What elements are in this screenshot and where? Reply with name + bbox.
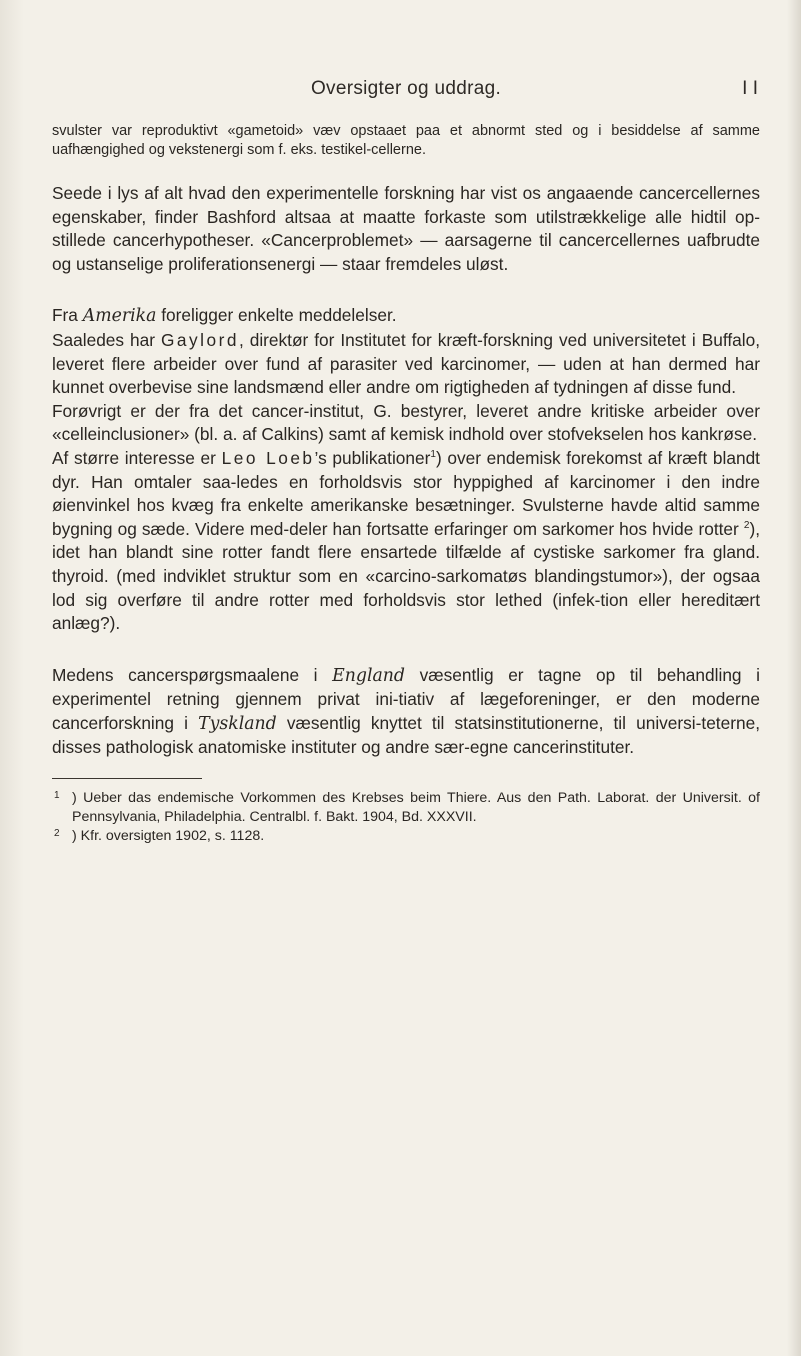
body-text — [52, 122, 760, 846]
running-header — [52, 78, 760, 108]
text-segment: Medens cancerspørgsmaalene i — [52, 664, 333, 685]
paragraph-loeb — [52, 447, 760, 636]
footnote-divider — [52, 778, 202, 779]
footnote-text: ) Kfr. oversigten 1902, s. 1128. — [72, 828, 265, 845]
running-title: Oversigter og uddrag. — [310, 78, 502, 99]
intro-paragraph: svulster var reproduktivt «gametoid» væv opstaaet paa et abnormt sted og i besiddelse af samme uafhængighed og vekstenergi som f. eks. testikel-cellerne. — [52, 123, 760, 158]
footnote-text: ) Ueber das endemische Vorkommen des Krebses beim Thiere. Aus den Path. Laborat. der Universit. of Pennsylvania, Philadelphia. Centralbl. f. Bakt. 1904, Bd. XXXVII. — [72, 790, 760, 826]
footnote-1 — [52, 789, 760, 827]
paragraph-gaylord — [52, 329, 760, 400]
footnote-ref[interactable]: 2 — [743, 519, 750, 531]
country-name: Tyskland — [198, 713, 277, 734]
country-name: Amerika — [82, 306, 157, 327]
text-segment: Fra — [52, 305, 83, 326]
page-number: I I — [742, 78, 758, 99]
footnote-mark: 1 — [54, 790, 60, 802]
text-segment: foreligger enkelte meddelelser. — [156, 305, 397, 326]
paragraph-england — [52, 664, 760, 760]
paragraph-institute: Forøvrigt er der fra det cancer-institut, G. bestyrer, leveret andre kritiske arbeider over «celleinclusioner» (bl. a. af Calkins) samt af kemisk indhold over stofvekselen hos kankrøse. — [52, 400, 760, 445]
footnote-2 — [52, 827, 760, 846]
text-segment: Saaledes har — [52, 329, 161, 350]
page-shadow-right — [787, 0, 801, 1356]
text-segment: ’s publikationer — [314, 447, 431, 468]
person-name: Gaylord — [160, 329, 239, 350]
person-name: Leo Loeb — [221, 447, 315, 468]
paragraph-america-intro — [52, 304, 760, 329]
paragraph-bashford: Seede i lys af alt hvad den experimentelle forskning har vist os angaaende cancercellernes egenskaber, finder Bashford altsaa at maatte forkaste som utilstrækkelige alle hidtil op-stillede cancerhypotheser. «Cancerproblemet» — aarsagerne til cancercellernes uafbrudte og ustanselige proliferationsenergi — staar fremdeles uløst. — [52, 183, 760, 274]
text-segment: , direktør for Institutet for kræft-forskning ved universitetet i Buffalo, leveret flere arbeider over fund af parasiter ved karcinomer, — uden at han dermed har kunnet overbevise sine landsmænd eller andre om rigtigheden af tydningen af disse fund. — [52, 329, 760, 398]
text-segment: væsentlig er tagne op til behandling i experimentel retning gjennem privat ini-tiativ af lægeforeninger, er den moderne cancerforskning i — [52, 664, 760, 733]
text-segment: ), idet han blandt sine rotter fandt flere ensartede tilfælde af cystiske sarkomer fra gland. thyroid. (med indviklet struktur som en «carcino-sarkomatøs blandingstumor»), der ogsaa lod sig overføre til andre rotter med forholdsvis stor lethed (infek-tion eller hereditært anlæg?). — [52, 518, 760, 634]
page-shadow-left — [0, 0, 24, 1356]
footnote-mark: 2 — [54, 828, 60, 840]
document-page — [52, 78, 760, 846]
text-segment: Af større interesse er — [52, 447, 222, 468]
footnote-ref[interactable]: 1 — [430, 449, 436, 461]
text-segment: ) over endemisk forekomst af kræft blandt dyr. Han omtaler saa-ledes en forholdsvis stor hyppighed af karcinomer i den indre øienvinkel hos kvæg fra enkelte amerikanske besætninger. Svulsterne havde altid samme bygning og sæde. Videre med-deler han fortsatte erfaringer om sarkomer hos hvide rotter — [52, 447, 760, 539]
country-name: England — [332, 665, 405, 686]
text-segment: væsentlig knyttet til statsinstitutionerne, til universi-teterne, disses pathologisk anatomiske instituter og andre sær-egne cancerinstituter. — [52, 712, 761, 758]
